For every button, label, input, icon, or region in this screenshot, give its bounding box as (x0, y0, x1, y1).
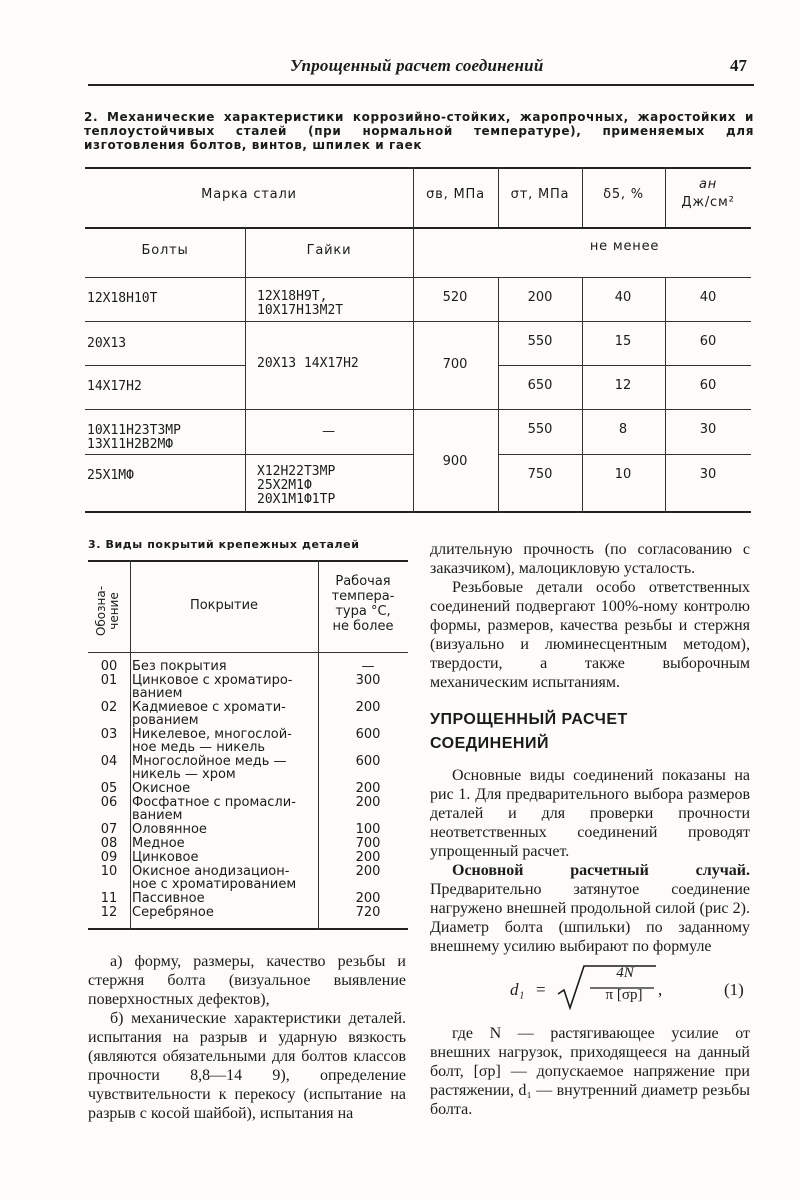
paragraph-where: где N — растягивающее усилие от внешних нагрузок, приходящееся на данный болт, [σр] — допускаемое напряжение при растяжении, d₁ — внутренний диаметр резьбы болта. (430, 1025, 750, 1118)
coating-code: 06 (100, 795, 118, 810)
coating-code: 05 (100, 781, 118, 796)
formula-comma: , (658, 980, 663, 999)
coating-temperature: 720 (355, 905, 381, 920)
rows23-nut: 20Х13 14Х17Н2 (257, 356, 359, 371)
coating-code: 00 (100, 659, 118, 674)
header-bolts: Болты (141, 243, 189, 258)
coating-description: Цинковое с хроматиро- ванием (132, 673, 293, 701)
row4-nut: — (322, 424, 336, 439)
coating-temperature: 200 (355, 850, 381, 865)
row4-delta5: 8 (618, 422, 628, 437)
table-rule (85, 454, 413, 455)
running-title: Упрощенный расчет соединений (290, 56, 544, 75)
row1-sigma-t: 200 (527, 290, 553, 305)
paragraph-b: б) механические характеристики деталей. испытания на разрыв и ударную вязкость (являются обязательными для болтов классов прочности 8,8—14 9), определение чувствительности к перекосу (испытание на разрыв с косой шайбой), испытания на (88, 1010, 406, 1122)
coating-code: 02 (100, 700, 118, 715)
coating-temperature: 700 (355, 836, 381, 851)
table-rule (245, 227, 246, 513)
paragraph-main-case-body: Предварительно затянутое соединение нагружено внешней продольной силой (рис 2). Диаметр болта (шпильки) по заданному внешнему усилию выбирают по формуле (430, 881, 750, 955)
formula-equals: = (536, 980, 546, 999)
paragraph-main-case-lead: Основной расчетный случай. (452, 862, 750, 879)
header-coating: Покрытие (189, 598, 259, 613)
rows23-sigma-b: 700 (442, 357, 468, 372)
row2-sigma-t: 550 (527, 334, 553, 349)
coating-code: 08 (100, 836, 118, 851)
table-rule (498, 365, 751, 366)
formula-1 (430, 962, 750, 1020)
formula-numerator: 4N (616, 965, 634, 981)
formula-denominator: π [σр] (605, 987, 643, 1003)
header-a-n: aн (698, 177, 718, 192)
row3-bolt: 14Х17Н2 (87, 379, 142, 394)
table2-caption: 2. Механические характеристики коррозийно-стойких, жаропрочных, жаростойких и теплоустойчивых сталей (при нормальной температуре), применяемых для изготовления болтов, винтов, шпилек и гаек (84, 110, 754, 152)
coating-code: 10 (100, 864, 118, 879)
coating-temperature: 200 (355, 781, 381, 796)
coating-temperature: 600 (355, 754, 381, 769)
page-number: 47 (730, 56, 747, 75)
header-code (90, 566, 126, 656)
coating-temperature: 200 (355, 891, 381, 906)
row3-delta5: 12 (614, 378, 632, 393)
paragraph-continued: длительную прочность (по согласованию с заказчиком), малоцикловую усталость. (430, 541, 750, 577)
row1-delta5: 40 (614, 290, 632, 305)
coating-temperature: — (361, 659, 375, 674)
coating-code: 09 (100, 850, 118, 865)
section-heading-line-1: УПРОЩЕННЫЙ РАСЧЕТ (430, 711, 628, 728)
right-column-text (430, 540, 750, 1119)
coating-code: 12 (100, 905, 118, 920)
coating-description: Пассивное (132, 891, 205, 906)
table-rule (88, 560, 408, 562)
coating-description: Многослойное медь — никель — хром (132, 754, 287, 782)
rows45-sigma-b: 900 (442, 454, 468, 469)
paragraph-main-case (430, 861, 750, 956)
row5-nut: Х12Н22Т3МР 25Х2М1Ф 20Х1М1Ф1ТР (257, 464, 336, 507)
row2-bolt: 20Х13 (87, 336, 127, 351)
coating-temperature: 100 (355, 822, 381, 837)
coating-description: Без покрытия (132, 659, 227, 674)
coating-description: Окисное (132, 781, 191, 796)
row5-bolt: 25Х1МФ (87, 468, 134, 483)
table-rule (85, 409, 751, 410)
row2-a-n: 60 (699, 334, 717, 349)
coating-code: 07 (100, 822, 118, 837)
row1-nut: 12Х18Н9Т, 10Х17Н13М2Т (257, 289, 344, 318)
coating-code: 01 (100, 673, 118, 688)
row5-a-n: 30 (699, 467, 717, 482)
coating-code: 04 (100, 754, 118, 769)
table-rule (85, 227, 751, 229)
section-heading (430, 708, 750, 756)
paragraph-threaded-parts: Резьбовые детали особо ответственных соединений подвергают 100%-ному контролю формы, размеров, качества резьбы и стержня (визуально и люминесцентным методом), твердости, а также выборочным механическим испытаниям. (430, 579, 750, 691)
row4-a-n: 30 (699, 422, 717, 437)
coating-code: 03 (100, 727, 118, 742)
coating-description: Фосфатное с промасли- ванием (132, 795, 296, 823)
table-rule (85, 511, 751, 513)
coating-description: Серебряное (132, 905, 214, 920)
row1-bolt: 12Х18Н10Т (87, 291, 158, 306)
table-rule (498, 454, 751, 455)
row4-bolt: 10Х11Н23Т3МР 13Х11Н2В2МФ (87, 423, 181, 452)
coating-temperature: 200 (355, 864, 381, 879)
header-code-text: Обозна- чение (94, 585, 121, 637)
coating-description: Окисное анодизацион- ное с хроматированием (132, 864, 297, 892)
header-delta5: δ5, % (603, 187, 644, 202)
header-not-less: не менее (589, 239, 660, 254)
table-rule (85, 365, 245, 366)
row1-a-n: 40 (699, 290, 717, 305)
row1-sigma-b: 520 (442, 290, 468, 305)
coating-description: Кадмиевое с хромати- рованием (132, 700, 286, 728)
header-sigma-t: σт, МПа (510, 187, 570, 202)
formula-lhs: d₁ (510, 980, 525, 999)
formula-number: (1) (724, 980, 744, 999)
table-rule (88, 928, 408, 930)
table-rule (498, 277, 499, 513)
row4-sigma-t: 550 (527, 422, 553, 437)
coating-temperature: 600 (355, 727, 381, 742)
table-rule (85, 167, 751, 169)
row5-sigma-t: 750 (527, 467, 553, 482)
header-rule (88, 84, 754, 86)
coating-description: Медное (132, 836, 185, 851)
header-sigma-b: σв, МПа (426, 187, 485, 202)
header-nuts: Гайки (306, 243, 352, 258)
coating-description: Цинковое (132, 850, 199, 865)
steel-properties-table (85, 167, 751, 513)
paragraph-connection-types: Основные виды соединений показаны на рис 1. Для предварительного выбора размеров деталей и для проверки прочности неответственных соединений проводят упрощенный расчет. (430, 767, 750, 860)
header-a-n-unit: Дж/см² (681, 195, 735, 210)
coatings-table (88, 560, 408, 930)
coating-code: 11 (100, 891, 118, 906)
table-rule (130, 560, 131, 930)
section-heading-line-2: СОЕДИНЕНИЙ (430, 735, 549, 752)
paragraph-a: а) форму, размеры, качество резьбы и стержня болта (визуальное выявление поверхностных дефектов), (88, 953, 406, 1008)
table-rule (85, 321, 751, 322)
coating-temperature: 300 (355, 673, 381, 688)
table-rule (665, 277, 666, 513)
table-rule (413, 167, 414, 513)
table3-caption: 3. Виды покрытий крепежных деталей (88, 538, 360, 551)
coating-temperature: 200 (355, 700, 381, 715)
row5-delta5: 10 (614, 467, 632, 482)
header-steel-grade: Марка стали (201, 187, 297, 202)
table-rule (85, 277, 751, 278)
row2-delta5: 15 (614, 334, 632, 349)
row3-a-n: 60 (699, 378, 717, 393)
coating-description: Оловянное (132, 822, 207, 837)
coating-temperature: 200 (355, 795, 381, 810)
table-rule (88, 652, 408, 653)
left-column-text (88, 952, 406, 1123)
coating-description: Никелевое, многослой- ное медь — никель (132, 727, 292, 755)
header-temperature: Рабочая темпера- тура °С, не более (331, 574, 395, 634)
row3-sigma-t: 650 (527, 378, 553, 393)
